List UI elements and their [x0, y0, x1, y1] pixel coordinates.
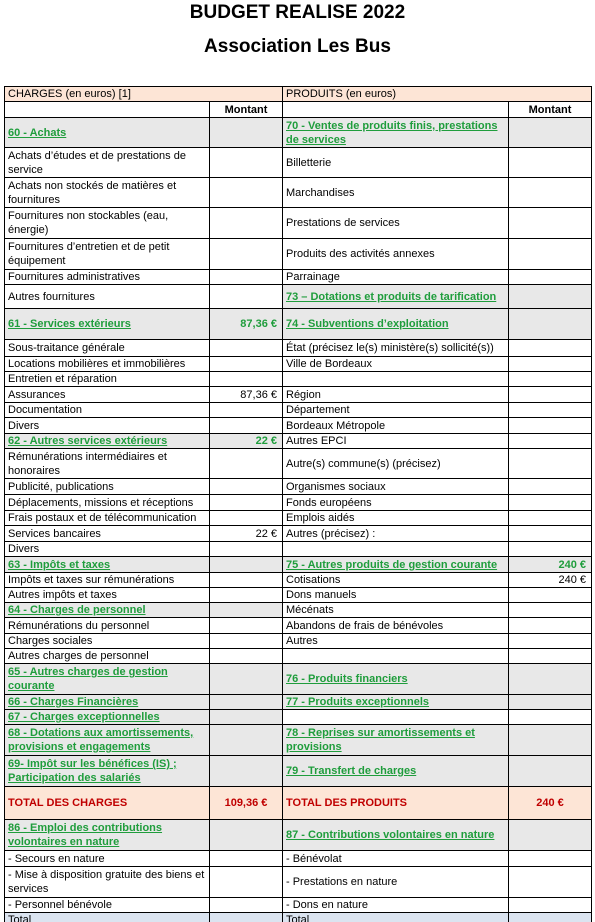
charges-item-label: - Secours en nature [5, 851, 210, 867]
produits-amount [509, 340, 592, 357]
produits-amount [509, 208, 592, 239]
charges-amount [210, 148, 283, 178]
produits-amount [509, 418, 592, 434]
produits-item-label: Dons manuels [283, 588, 509, 603]
charges-amount [210, 495, 283, 511]
produits-amount [509, 710, 592, 725]
charges-amount [210, 118, 283, 148]
charges-item-label: - Mise à disposition gratuite des biens et services [5, 867, 210, 898]
charges-amount [210, 418, 283, 434]
charges-item-label: Impôts et taxes sur rémunérations [5, 573, 210, 588]
produits-section-label: 76 - Produits financiers [283, 664, 509, 695]
produits-amount [509, 756, 592, 787]
table-row [5, 588, 592, 603]
charges-section-label: 69- Impôt sur les bénéfices (IS) ; Participation des salariés [5, 756, 210, 787]
total-row [5, 787, 592, 820]
charges-item-label: Achats d’études et de prestations de service [5, 148, 210, 178]
charges-amount [210, 756, 283, 787]
charges-item-label: Divers [5, 418, 210, 434]
total-produits-amount: 240 € [509, 787, 592, 820]
page-subtitle: Association Les Bus [204, 36, 391, 57]
produits-item-label: Cotisations [283, 573, 509, 588]
table-row [5, 479, 592, 495]
charges-amount [210, 557, 283, 573]
produits-item-label: - Bénévolat [283, 851, 509, 867]
table-row [5, 434, 592, 449]
charges-montant-header: Montant [210, 102, 283, 118]
produits-section-label: 70 - Ventes de produits finis, prestations de services [283, 118, 509, 148]
produits-amount [509, 851, 592, 867]
table-row [5, 542, 592, 557]
charges-amount [210, 851, 283, 867]
table-row [5, 357, 592, 372]
charges-amount [210, 710, 283, 725]
table-row [5, 557, 592, 573]
charges-amount [210, 449, 283, 479]
charges-section-label: 64 - Charges de personnel [5, 603, 210, 618]
charges-amount [210, 820, 283, 851]
table-row [5, 403, 592, 418]
produits-section-label: 75 - Autres produits de gestion courante [283, 557, 509, 573]
charges-amount [210, 285, 283, 309]
total-charges-amount: 109,36 € [210, 787, 283, 820]
charges-item-label: Frais postaux et de télécommunication [5, 511, 210, 526]
table-row [5, 285, 592, 309]
total-charges-label: TOTAL DES CHARGES [5, 787, 210, 820]
charges-amount [210, 372, 283, 387]
table-row [5, 526, 592, 542]
table-row [5, 148, 592, 178]
charges-amount [210, 867, 283, 898]
produits-section-label: 79 - Transfert de charges [283, 756, 509, 787]
final-total-row [5, 913, 592, 922]
produits-amount [509, 372, 592, 387]
charges-section-label: 67 - Charges exceptionnelles [5, 710, 210, 725]
charges-amount [210, 588, 283, 603]
charges-amount [210, 403, 283, 418]
produits-item-label: Bordeaux Métropole [283, 418, 509, 434]
produits-amount [509, 649, 592, 664]
produits-item-label [283, 649, 509, 664]
table-row [5, 898, 592, 913]
charges-amount [210, 178, 283, 208]
empty-cell [283, 102, 509, 118]
charges-amount [210, 695, 283, 710]
produits-amount: 240 € [509, 573, 592, 588]
charges-section-label: 61 - Services extérieurs [5, 309, 210, 340]
produits-item-label: Emplois aidés [283, 511, 509, 526]
charges-item-label: Autres impôts et taxes [5, 588, 210, 603]
produits-item-label: Autre(s) commune(s) (précisez) [283, 449, 509, 479]
charges-section-label: 86 - Emploi des contributions volontaires en nature [5, 820, 210, 851]
charges-amount [210, 573, 283, 588]
charges-section-label: 62 - Autres services extérieurs [5, 434, 210, 449]
produits-amount [509, 618, 592, 634]
charges-item-label: Publicité, publications [5, 479, 210, 495]
header-row [5, 87, 592, 102]
table-row [5, 418, 592, 434]
table-row [5, 695, 592, 710]
table-row [5, 603, 592, 618]
table-row [5, 573, 592, 588]
table-row [5, 756, 592, 787]
charges-amount [210, 357, 283, 372]
charges-item-label: Assurances [5, 387, 210, 403]
produits-item-label: Abandons de frais de bénévoles [283, 618, 509, 634]
final-charges-total-label: Total [5, 913, 210, 922]
produits-amount [509, 449, 592, 479]
produits-item-label: Produits des activités annexes [283, 239, 509, 270]
charges-amount [210, 725, 283, 756]
produits-item-label: - Dons en nature [283, 898, 509, 913]
produits-amount [509, 867, 592, 898]
charges-amount [210, 340, 283, 357]
charges-item-label: Locations mobilières et immobilières [5, 357, 210, 372]
produits-section-label: 87 - Contributions volontaires en nature [283, 820, 509, 851]
produits-item-label: Autres (précisez) : [283, 526, 509, 542]
table-row [5, 820, 592, 851]
charges-item-label: - Personnel bénévole [5, 898, 210, 913]
montant-row [5, 102, 592, 118]
produits-amount [509, 898, 592, 913]
produits-amount [509, 270, 592, 285]
produits-amount [509, 387, 592, 403]
charges-amount [210, 208, 283, 239]
total-produits-label: TOTAL DES PRODUITS [283, 787, 509, 820]
charges-item-label: Déplacements, missions et réceptions [5, 495, 210, 511]
charges-amount [210, 479, 283, 495]
produits-amount [509, 588, 592, 603]
charges-item-label: Rémunérations intermédiaires et honoraires [5, 449, 210, 479]
charges-item-label: Autres fournitures [5, 285, 210, 309]
table-row [5, 208, 592, 239]
empty-cell [210, 913, 283, 922]
produits-item-label: Autres EPCI [283, 434, 509, 449]
produits-section-label: 73 – Dotations et produits de tarification [283, 285, 509, 309]
charges-section-label: 68 - Dotations aux amortissements, provisions et engagements [5, 725, 210, 756]
produits-item-label: - Prestations en nature [283, 867, 509, 898]
table-row [5, 725, 592, 756]
produits-amount [509, 526, 592, 542]
charges-item-label: Divers [5, 542, 210, 557]
charges-amount [210, 649, 283, 664]
table-row [5, 495, 592, 511]
produits-item-label: État (précisez le(s) ministère(s) sollicité(s)) [283, 340, 509, 357]
produits-amount [509, 479, 592, 495]
charges-section-label: 65 - Autres charges de gestion courante [5, 664, 210, 695]
charges-item-label: Fournitures non stockables (eau, énergie) [5, 208, 210, 239]
produits-amount [509, 148, 592, 178]
table-row [5, 634, 592, 649]
produits-item-label [283, 372, 509, 387]
produits-item-label: Région [283, 387, 509, 403]
charges-amount [210, 239, 283, 270]
charges-amount: 22 € [210, 526, 283, 542]
charges-section-label: 66 - Charges Financières [5, 695, 210, 710]
table-row [5, 618, 592, 634]
charges-amount [210, 898, 283, 913]
table-row [5, 387, 592, 403]
produits-section-label: 78 - Reprises sur amortissements et provisions [283, 725, 509, 756]
charges-amount [210, 270, 283, 285]
produits-item-label: Département [283, 403, 509, 418]
produits-amount [509, 820, 592, 851]
table-row [5, 340, 592, 357]
produits-section-label: 77 - Produits exceptionnels [283, 695, 509, 710]
table-row [5, 178, 592, 208]
charges-amount [210, 511, 283, 526]
produits-amount [509, 403, 592, 418]
table-row [5, 239, 592, 270]
charges-item-label: Documentation [5, 403, 210, 418]
charges-amount [210, 634, 283, 649]
charges-item-label: Rémunérations du personnel [5, 618, 210, 634]
charges-amount: 87,36 € [210, 309, 283, 340]
charges-header: CHARGES (en euros) [1] [5, 87, 283, 102]
produits-amount [509, 434, 592, 449]
charges-amount: 87,36 € [210, 387, 283, 403]
produits-amount [509, 664, 592, 695]
produits-amount [509, 285, 592, 309]
table-row [5, 372, 592, 387]
produits-item-label: Prestations de services [283, 208, 509, 239]
produits-amount [509, 118, 592, 148]
table-row [5, 270, 592, 285]
charges-section-label: 60 - Achats [5, 118, 210, 148]
charges-amount [210, 603, 283, 618]
produits-item-label [283, 710, 509, 725]
final-produits-total-label: Total [283, 913, 509, 922]
produits-item-label: Billetterie [283, 148, 509, 178]
produits-item-label: Marchandises [283, 178, 509, 208]
table-row [5, 710, 592, 725]
produits-item-label: Parrainage [283, 270, 509, 285]
table-row [5, 309, 592, 340]
produits-montant-header: Montant [509, 102, 592, 118]
charges-section-label: 63 - Impôts et taxes [5, 557, 210, 573]
produits-item-label [283, 542, 509, 557]
empty-cell [5, 102, 210, 118]
budget-table [4, 86, 592, 922]
charges-amount [210, 542, 283, 557]
page-title: BUDGET REALISE 2022 [189, 2, 406, 23]
produits-amount [509, 695, 592, 710]
charges-item-label: Services bancaires [5, 526, 210, 542]
produits-item-label: Mécénats [283, 603, 509, 618]
table-row [5, 449, 592, 479]
produits-item-label: Fonds européens [283, 495, 509, 511]
produits-section-label: 74 - Subventions d’exploitation [283, 309, 509, 340]
table-row [5, 851, 592, 867]
charges-amount [210, 664, 283, 695]
charges-item-label: Charges sociales [5, 634, 210, 649]
table-row [5, 649, 592, 664]
produits-amount [509, 495, 592, 511]
charges-item-label: Achats non stockés de matières et fournitures [5, 178, 210, 208]
produits-amount [509, 178, 592, 208]
produits-amount [509, 357, 592, 372]
charges-item-label: Autres charges de personnel [5, 649, 210, 664]
charges-amount [210, 618, 283, 634]
produits-amount [509, 239, 592, 270]
produits-amount [509, 725, 592, 756]
charges-amount: 22 € [210, 434, 283, 449]
table-row [5, 664, 592, 695]
produits-amount [509, 309, 592, 340]
produits-item-label: Organismes sociaux [283, 479, 509, 495]
charges-item-label: Sous-traitance générale [5, 340, 210, 357]
table-row [5, 511, 592, 526]
produits-amount [509, 603, 592, 618]
produits-amount [509, 542, 592, 557]
produits-item-label: Autres [283, 634, 509, 649]
produits-amount [509, 511, 592, 526]
charges-item-label: Fournitures administratives [5, 270, 210, 285]
charges-item-label: Fournitures d’entretien et de petit équipement [5, 239, 210, 270]
charges-item-label: Entretien et réparation [5, 372, 210, 387]
produits-amount: 240 € [509, 557, 592, 573]
produits-amount [509, 634, 592, 649]
produits-item-label: Ville de Bordeaux [283, 357, 509, 372]
empty-cell [509, 913, 592, 922]
table-row [5, 867, 592, 898]
table-row [5, 118, 592, 148]
produits-header: PRODUITS (en euros) [283, 87, 592, 102]
